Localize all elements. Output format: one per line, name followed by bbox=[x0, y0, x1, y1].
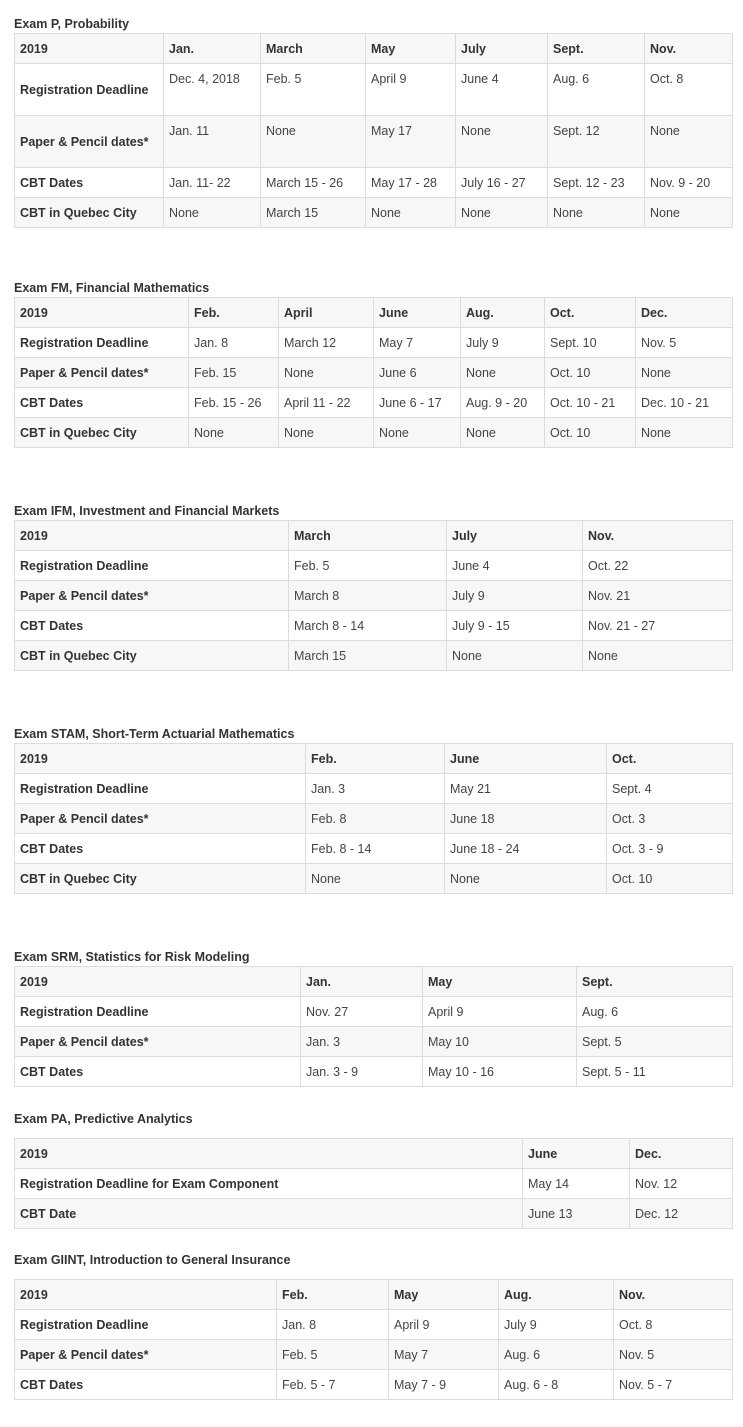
table-cell: May 17 bbox=[366, 116, 456, 168]
row-label: Paper & Pencil dates* bbox=[15, 358, 189, 388]
table-cell: March 8 bbox=[289, 581, 447, 611]
table-cell: Nov. 12 bbox=[630, 1169, 733, 1199]
row-label: CBT in Quebec City bbox=[15, 198, 164, 228]
table-row bbox=[15, 418, 733, 448]
row-label: Paper & Pencil dates* bbox=[15, 116, 164, 168]
table-cell: Sept. 5 - 11 bbox=[577, 1057, 733, 1087]
table-cell: Oct. 8 bbox=[614, 1310, 733, 1340]
header-cell: Aug. bbox=[499, 1280, 614, 1310]
exam-p-table bbox=[14, 33, 733, 228]
header-cell: 2019 bbox=[15, 1139, 523, 1169]
header-cell: Nov. bbox=[583, 521, 733, 551]
table-cell: Feb. 8 bbox=[306, 804, 445, 834]
row-label: Paper & Pencil dates* bbox=[15, 804, 306, 834]
table-cell: Oct. 10 bbox=[545, 358, 636, 388]
header-cell: Oct. bbox=[607, 744, 733, 774]
row-label: Registration Deadline bbox=[15, 997, 301, 1027]
table-row bbox=[15, 834, 733, 864]
table-row bbox=[15, 1199, 733, 1229]
row-label: CBT Dates bbox=[15, 168, 164, 198]
table-row bbox=[15, 198, 733, 228]
table-cell: Jan. 3 bbox=[306, 774, 445, 804]
table-cell: Jan. 3 bbox=[301, 1027, 423, 1057]
table-cell: June 13 bbox=[523, 1199, 630, 1229]
table-cell: Feb. 15 bbox=[189, 358, 279, 388]
table-cell: None bbox=[645, 198, 733, 228]
table-cell: Feb. 5 bbox=[261, 64, 366, 116]
header-cell: 2019 bbox=[15, 521, 289, 551]
table-cell: Oct. 22 bbox=[583, 551, 733, 581]
header-cell: Nov. bbox=[614, 1280, 733, 1310]
table-row bbox=[15, 168, 733, 198]
table-header-row bbox=[15, 1280, 733, 1310]
table-cell: Feb. 15 - 26 bbox=[189, 388, 279, 418]
row-label: Registration Deadline bbox=[15, 774, 306, 804]
table-cell: Jan. 8 bbox=[189, 328, 279, 358]
row-label: CBT Dates bbox=[15, 1057, 301, 1087]
table-cell: None bbox=[447, 641, 583, 671]
table-cell: Oct. 10 bbox=[607, 864, 733, 894]
table-cell: Nov. 9 - 20 bbox=[645, 168, 733, 198]
table-cell: July 9 - 15 bbox=[447, 611, 583, 641]
header-cell: Aug. bbox=[461, 298, 545, 328]
section-caption: Exam STAM, Short-Term Actuarial Mathematics bbox=[14, 727, 295, 741]
exam-ifm-section bbox=[14, 502, 732, 671]
table-cell: None bbox=[279, 358, 374, 388]
row-label: Registration Deadline for Exam Component bbox=[15, 1169, 523, 1199]
table-cell: Jan. 11 bbox=[164, 116, 261, 168]
section-caption: Exam PA, Predictive Analytics bbox=[14, 1112, 193, 1126]
table-row bbox=[15, 1310, 733, 1340]
table-cell: Sept. 12 - 23 bbox=[548, 168, 645, 198]
header-cell: May bbox=[389, 1280, 499, 1310]
table-cell: Oct. 10 bbox=[545, 418, 636, 448]
section-caption: Exam P, Probability bbox=[14, 17, 130, 31]
header-cell: Dec. bbox=[636, 298, 733, 328]
table-cell: Sept. 4 bbox=[607, 774, 733, 804]
table-cell: Oct. 8 bbox=[645, 64, 733, 116]
table-cell: Feb. 5 bbox=[277, 1340, 389, 1370]
table-cell: Nov. 5 bbox=[636, 328, 733, 358]
section-caption: Exam IFM, Investment and Financial Markets bbox=[14, 504, 280, 518]
table-cell: March 15 - 26 bbox=[261, 168, 366, 198]
table-cell: April 9 bbox=[423, 997, 577, 1027]
table-row bbox=[15, 997, 733, 1027]
table-row bbox=[15, 1169, 733, 1199]
table-row bbox=[15, 358, 733, 388]
exam-stam-section bbox=[14, 725, 732, 894]
table-row bbox=[15, 1370, 733, 1400]
section-caption: Exam SRM, Statistics for Risk Modeling bbox=[14, 950, 250, 964]
table-row bbox=[15, 864, 733, 894]
table-cell: None bbox=[374, 418, 461, 448]
table-row bbox=[15, 581, 733, 611]
table-row bbox=[15, 1057, 733, 1087]
table-cell: Nov. 27 bbox=[301, 997, 423, 1027]
table-cell: May 10 - 16 bbox=[423, 1057, 577, 1087]
table-cell: None bbox=[445, 864, 607, 894]
row-label: CBT Dates bbox=[15, 834, 306, 864]
table-cell: Sept. 12 bbox=[548, 116, 645, 168]
table-row bbox=[15, 551, 733, 581]
header-cell: 2019 bbox=[15, 34, 164, 64]
exam-srm-table bbox=[14, 966, 733, 1087]
table-cell: June 18 bbox=[445, 804, 607, 834]
table-row bbox=[15, 64, 733, 116]
header-cell: 2019 bbox=[15, 298, 189, 328]
row-label: CBT Dates bbox=[15, 388, 189, 418]
row-label: CBT Dates bbox=[15, 611, 289, 641]
table-header-row bbox=[15, 967, 733, 997]
exam-fm-section bbox=[14, 279, 732, 448]
section-caption: Exam GIINT, Introduction to General Insurance bbox=[14, 1253, 291, 1267]
table-header-row bbox=[15, 1139, 733, 1169]
table-cell: May 10 bbox=[423, 1027, 577, 1057]
table-cell: None bbox=[461, 358, 545, 388]
exam-ifm-table bbox=[14, 520, 733, 671]
table-cell: July 9 bbox=[499, 1310, 614, 1340]
table-cell: Jan. 8 bbox=[277, 1310, 389, 1340]
exam-p-section bbox=[14, 15, 732, 228]
exam-giint-section bbox=[14, 1251, 732, 1400]
table-header-row bbox=[15, 34, 733, 64]
row-label: Registration Deadline bbox=[15, 551, 289, 581]
table-cell: Nov. 5 - 7 bbox=[614, 1370, 733, 1400]
header-cell: July bbox=[447, 521, 583, 551]
table-cell: July 16 - 27 bbox=[456, 168, 548, 198]
table-cell: Nov. 21 - 27 bbox=[583, 611, 733, 641]
table-header-row bbox=[15, 744, 733, 774]
table-cell: Jan. 11- 22 bbox=[164, 168, 261, 198]
table-cell: May 14 bbox=[523, 1169, 630, 1199]
header-cell: June bbox=[523, 1139, 630, 1169]
table-cell: None bbox=[636, 358, 733, 388]
exam-fm-table bbox=[14, 297, 733, 448]
table-cell: June 4 bbox=[456, 64, 548, 116]
table-cell: June 18 - 24 bbox=[445, 834, 607, 864]
table-cell: April 11 - 22 bbox=[279, 388, 374, 418]
table-row bbox=[15, 1027, 733, 1057]
table-row bbox=[15, 1340, 733, 1370]
row-label: CBT in Quebec City bbox=[15, 864, 306, 894]
table-row bbox=[15, 774, 733, 804]
exam-pa-table bbox=[14, 1138, 733, 1229]
table-cell: April 9 bbox=[366, 64, 456, 116]
row-label: Paper & Pencil dates* bbox=[15, 581, 289, 611]
table-cell: Aug. 6 - 8 bbox=[499, 1370, 614, 1400]
exam-stam-table bbox=[14, 743, 733, 894]
table-cell: Oct. 3 - 9 bbox=[607, 834, 733, 864]
table-cell: None bbox=[456, 116, 548, 168]
table-cell: None bbox=[189, 418, 279, 448]
table-cell: Dec. 4, 2018 bbox=[164, 64, 261, 116]
table-cell: None bbox=[164, 198, 261, 228]
table-cell: Aug. 9 - 20 bbox=[461, 388, 545, 418]
table-cell: Sept. 10 bbox=[545, 328, 636, 358]
table-cell: Sept. 5 bbox=[577, 1027, 733, 1057]
row-label: Paper & Pencil dates* bbox=[15, 1027, 301, 1057]
header-cell: Nov. bbox=[645, 34, 733, 64]
table-cell: April 9 bbox=[389, 1310, 499, 1340]
row-label: CBT in Quebec City bbox=[15, 418, 189, 448]
header-cell: 2019 bbox=[15, 967, 301, 997]
table-cell: March 8 - 14 bbox=[289, 611, 447, 641]
table-row bbox=[15, 611, 733, 641]
row-label: CBT Dates bbox=[15, 1370, 277, 1400]
header-cell: Jan. bbox=[164, 34, 261, 64]
table-cell: May 21 bbox=[445, 774, 607, 804]
table-cell: None bbox=[456, 198, 548, 228]
header-cell: Jan. bbox=[301, 967, 423, 997]
row-label: Registration Deadline bbox=[15, 1310, 277, 1340]
table-cell: None bbox=[366, 198, 456, 228]
table-row bbox=[15, 328, 733, 358]
table-cell: Aug. 6 bbox=[577, 997, 733, 1027]
table-cell: March 15 bbox=[289, 641, 447, 671]
header-cell: June bbox=[374, 298, 461, 328]
table-cell: June 6 - 17 bbox=[374, 388, 461, 418]
table-cell: Jan. 3 - 9 bbox=[301, 1057, 423, 1087]
table-cell: May 17 - 28 bbox=[366, 168, 456, 198]
row-label: Paper & Pencil dates* bbox=[15, 1340, 277, 1370]
header-cell: Dec. bbox=[630, 1139, 733, 1169]
table-row bbox=[15, 641, 733, 671]
header-cell: March bbox=[261, 34, 366, 64]
table-cell: March 12 bbox=[279, 328, 374, 358]
table-cell: Aug. 6 bbox=[499, 1340, 614, 1370]
table-row bbox=[15, 388, 733, 418]
table-cell: None bbox=[583, 641, 733, 671]
table-cell: Nov. 5 bbox=[614, 1340, 733, 1370]
table-cell: None bbox=[261, 116, 366, 168]
header-cell: Feb. bbox=[189, 298, 279, 328]
table-cell: Dec. 10 - 21 bbox=[636, 388, 733, 418]
header-cell: July bbox=[456, 34, 548, 64]
exam-srm-section bbox=[14, 948, 732, 1087]
header-cell: Oct. bbox=[545, 298, 636, 328]
table-cell: March 15 bbox=[261, 198, 366, 228]
table-cell: Oct. 10 - 21 bbox=[545, 388, 636, 418]
table-cell: Feb. 5 bbox=[289, 551, 447, 581]
header-cell: May bbox=[366, 34, 456, 64]
table-cell: None bbox=[548, 198, 645, 228]
row-label: CBT in Quebec City bbox=[15, 641, 289, 671]
header-cell: June bbox=[445, 744, 607, 774]
table-cell: None bbox=[279, 418, 374, 448]
table-cell: July 9 bbox=[447, 581, 583, 611]
row-label: Registration Deadline bbox=[15, 328, 189, 358]
header-cell: March bbox=[289, 521, 447, 551]
table-cell: Dec. 12 bbox=[630, 1199, 733, 1229]
table-cell: May 7 - 9 bbox=[389, 1370, 499, 1400]
table-row bbox=[15, 804, 733, 834]
table-cell: June 6 bbox=[374, 358, 461, 388]
table-cell: Feb. 8 - 14 bbox=[306, 834, 445, 864]
exam-pa-section bbox=[14, 1110, 732, 1229]
header-cell: Sept. bbox=[577, 967, 733, 997]
table-cell: Feb. 5 - 7 bbox=[277, 1370, 389, 1400]
header-cell: Feb. bbox=[306, 744, 445, 774]
header-cell: April bbox=[279, 298, 374, 328]
header-cell: Feb. bbox=[277, 1280, 389, 1310]
table-header-row bbox=[15, 521, 733, 551]
exam-giint-table bbox=[14, 1279, 733, 1400]
header-cell: Sept. bbox=[548, 34, 645, 64]
table-cell: May 7 bbox=[389, 1340, 499, 1370]
table-cell: None bbox=[461, 418, 545, 448]
table-row bbox=[15, 116, 733, 168]
row-label: CBT Date bbox=[15, 1199, 523, 1229]
table-cell: None bbox=[636, 418, 733, 448]
table-cell: None bbox=[306, 864, 445, 894]
table-cell: July 9 bbox=[461, 328, 545, 358]
header-cell: 2019 bbox=[15, 1280, 277, 1310]
section-caption: Exam FM, Financial Mathematics bbox=[14, 281, 210, 295]
header-cell: 2019 bbox=[15, 744, 306, 774]
table-cell: May 7 bbox=[374, 328, 461, 358]
row-label: Registration Deadline bbox=[15, 64, 164, 116]
header-cell: May bbox=[423, 967, 577, 997]
table-cell: June 4 bbox=[447, 551, 583, 581]
table-cell: None bbox=[645, 116, 733, 168]
table-cell: Nov. 21 bbox=[583, 581, 733, 611]
table-cell: Oct. 3 bbox=[607, 804, 733, 834]
table-header-row bbox=[15, 298, 733, 328]
table-cell: Aug. 6 bbox=[548, 64, 645, 116]
